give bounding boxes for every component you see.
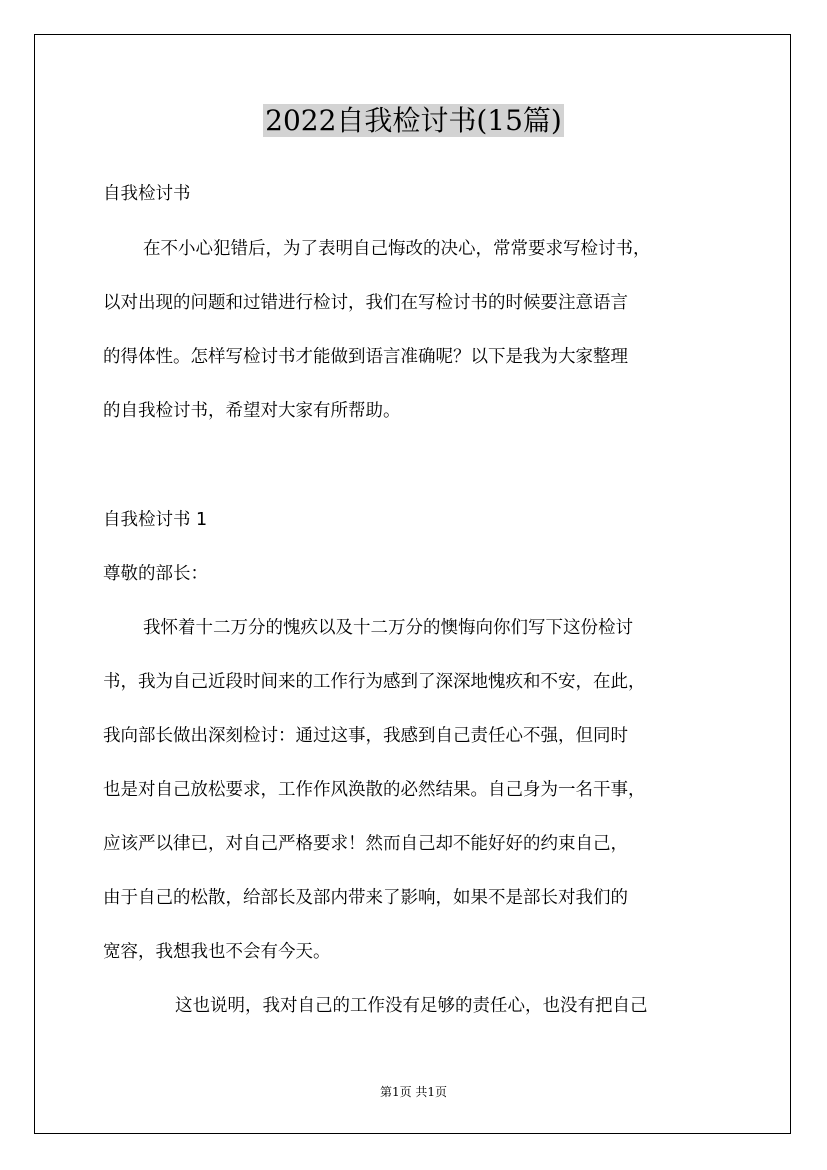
body-line: 宽容，我想我也不会有今天。 (103, 942, 331, 962)
body-line-last: 这也说明，我对自己的工作没有足够的责任心，也没有把自己 (175, 996, 648, 1016)
body-line: 应该严以律已，对自己严格要求！然而自己却不能好好的约束自己， (103, 834, 628, 854)
document-title: 2022自我检讨书(15篇) (265, 104, 562, 137)
intro-line: 在不小心犯错后，为了表明自己悔改的决心，常常要求写检讨书， (143, 239, 651, 259)
body-line: 我怀着十二万分的愧疚以及十二万分的懊悔向你们写下这份检讨 (143, 618, 633, 638)
body-line: 书，我为自己近段时间来的工作行为感到了深深地愧疚和不安，在此， (103, 672, 646, 692)
section-heading: 自我检讨书 1 (103, 510, 208, 530)
intro-line: 的得体性。怎样写检讨书才能做到语言准确呢？以下是我为大家整理 (103, 347, 628, 367)
salutation: 尊敬的部长： (103, 564, 208, 584)
intro-line: 以对出现的问题和过错进行检讨，我们在写检讨书的时候要注意语言 (103, 293, 628, 313)
intro-heading: 自我检讨书 (103, 184, 191, 204)
body-line: 也是对自己放松要求，工作作风涣散的必然结果。自己身为一名干事， (103, 780, 646, 800)
body-line: 由于自己的松散，给部长及部内带来了影响，如果不是部长对我们的 (103, 888, 628, 908)
intro-line: 的自我检讨书，希望对大家有所帮助。 (103, 401, 401, 421)
body-line: 我向部长做出深刻检讨：通过这事，我感到自己责任心不强，但同时 (103, 726, 628, 746)
page-footer: 第1页 共1页 (379, 1085, 448, 1099)
